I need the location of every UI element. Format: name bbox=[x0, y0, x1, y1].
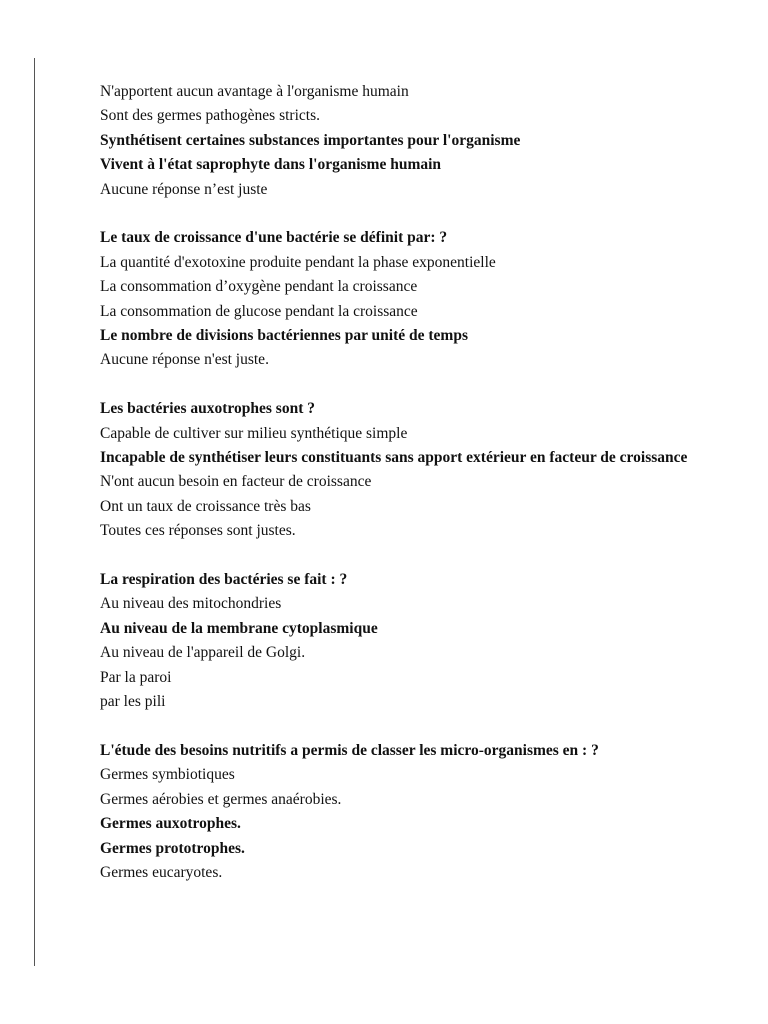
option-4-3: Au niveau de l'appareil de Golgi. bbox=[100, 644, 306, 662]
question-block-4 bbox=[100, 568, 750, 714]
option-3-4: Ont un taux de croissance très bas bbox=[100, 497, 311, 515]
block-spacer bbox=[100, 373, 750, 397]
option-4-2-correct: Au niveau de la membrane cytoplasmique bbox=[100, 619, 378, 637]
option-1-4-correct: Vivent à l'état saprophyte dans l'organisme humain bbox=[100, 156, 442, 174]
quiz-document bbox=[100, 80, 750, 885]
option-2-2: La consommation d’oxygène pendant la croissance bbox=[100, 278, 418, 296]
question-block-3 bbox=[100, 397, 750, 543]
option-1-3-correct: Synthétisent certaines substances importantes pour l'organisme bbox=[100, 131, 521, 149]
option-1-1: N'apportent aucun avantage à l'organisme humain bbox=[100, 83, 409, 100]
option-1-2: Sont des germes pathogènes stricts. bbox=[100, 107, 320, 125]
option-4-5: par les pili bbox=[100, 693, 166, 711]
option-2-5: Aucune réponse n'est juste. bbox=[100, 351, 269, 369]
question-2-text: Le taux de croissance d'une bactérie se définit par: ? bbox=[100, 229, 448, 247]
question-3-text: Les bactéries auxotrophes sont ? bbox=[100, 400, 315, 418]
option-5-2: Germes aérobies et germes anaérobies. bbox=[100, 790, 342, 808]
option-4-4: Par la paroi bbox=[100, 668, 172, 686]
option-2-1: La quantité d'exotoxine produite pendant la phase exponentielle bbox=[100, 253, 496, 271]
option-1-5: Aucune réponse n’est juste bbox=[100, 180, 268, 198]
question-5-text: L'étude des besoins nutritifs a permis de classer les micro-organismes en : ? bbox=[100, 741, 599, 759]
option-2-4-correct: Le nombre de divisions bactériennes par unité de temps bbox=[100, 327, 468, 345]
block-spacer bbox=[100, 544, 750, 568]
option-5-5: Germes eucaryotes. bbox=[100, 863, 223, 881]
block-spacer bbox=[100, 202, 750, 226]
option-4-1: Au niveau des mitochondries bbox=[100, 595, 282, 613]
question-block-1 bbox=[100, 80, 750, 202]
option-3-2-correct: Incapable de synthétiser leurs constituants sans apport extérieur en facteur de croissance bbox=[100, 449, 688, 467]
left-margin-rule bbox=[34, 58, 35, 966]
option-3-1: Capable de cultiver sur milieu synthétique simple bbox=[100, 424, 408, 442]
question-4-text: La respiration des bactéries se fait : ? bbox=[100, 571, 348, 589]
question-block-5 bbox=[100, 739, 750, 885]
option-2-3: La consommation de glucose pendant la croissance bbox=[100, 302, 418, 320]
option-5-3-correct: Germes auxotrophes. bbox=[100, 815, 241, 833]
option-3-3: N'ont aucun besoin en facteur de croissance bbox=[100, 473, 372, 491]
option-5-4-correct: Germes prototrophes. bbox=[100, 839, 245, 857]
block-spacer bbox=[100, 715, 750, 739]
option-3-5: Toutes ces réponses sont justes. bbox=[100, 522, 296, 540]
question-block-2 bbox=[100, 226, 750, 372]
option-5-1: Germes symbiotiques bbox=[100, 766, 235, 784]
